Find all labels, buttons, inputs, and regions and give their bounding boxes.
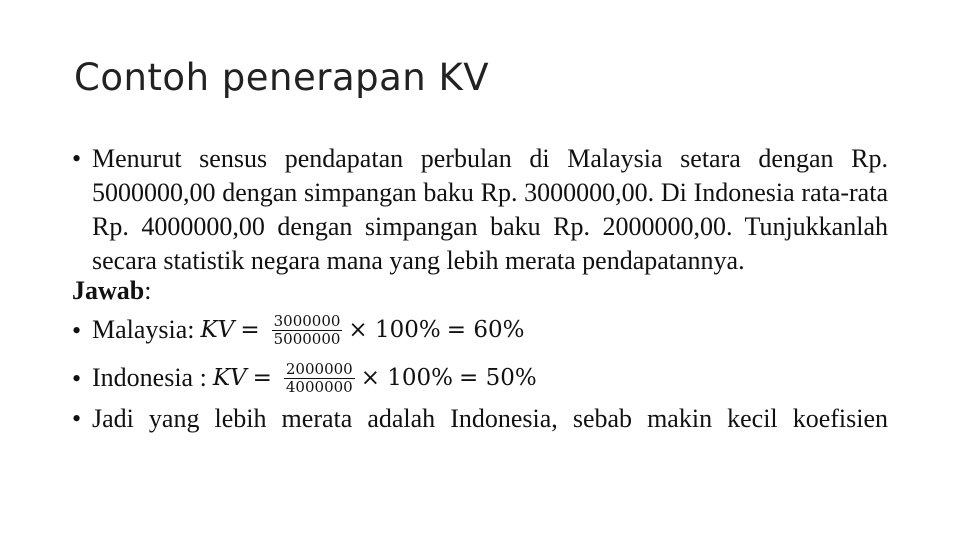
indonesia-equation — [213, 361, 543, 396]
answer-colon: : — [144, 276, 152, 305]
indonesia-result: = 50% — [459, 365, 537, 391]
indonesia-times: × 100% — [360, 365, 454, 391]
bullet-icon: • — [72, 144, 82, 173]
kv-variable: KV — [212, 365, 247, 391]
kv-variable: KV — [200, 317, 235, 343]
slide-content — [72, 142, 888, 485]
indonesia-formula — [72, 354, 888, 402]
malaysia-fraction — [272, 313, 343, 348]
malaysia-result: = 60% — [446, 317, 525, 343]
equals-sign: = — [252, 365, 272, 391]
indonesia-denominator: 4000000 — [285, 377, 353, 396]
conclusion-text: Jadi yang lebih merata adalah Indonesia, sebab makin kecil koefisien — [92, 404, 888, 433]
bullet-icon: • — [72, 404, 82, 433]
conclusion-bullet — [72, 402, 888, 436]
slide-title: Contoh penerapan KV — [74, 56, 490, 99]
bullet-icon: • — [72, 364, 82, 393]
malaysia-equation — [201, 313, 531, 348]
malaysia-times: × 100% — [348, 317, 441, 343]
question-bullet — [72, 142, 888, 278]
malaysia-numerator: 3000000 — [273, 311, 341, 330]
malaysia-denominator: 5000000 — [273, 329, 341, 348]
answer-heading-line — [72, 276, 888, 306]
question-text: Menurut sensus pendapatan perbulan di Malaysia setara dengan Rp. 5000000,00 dengan simpangan baku Rp. 3000000,00. Di Indonesia rata-rata Rp. 4000000,00 dengan simpangan baku Rp. 2000000,00. Tunjukkanlah secara statistik negara mana yang lebih merata pendapatannya. — [92, 144, 888, 275]
equals-sign: = — [240, 317, 260, 343]
indonesia-label: Indonesia : — [92, 363, 207, 392]
indonesia-numerator: 2000000 — [285, 359, 353, 378]
malaysia-label: Malaysia: — [92, 315, 195, 344]
answer-heading: Jawab — [72, 276, 145, 305]
bullet-icon: • — [72, 316, 82, 345]
indonesia-fraction — [284, 361, 355, 396]
malaysia-formula — [72, 306, 888, 354]
